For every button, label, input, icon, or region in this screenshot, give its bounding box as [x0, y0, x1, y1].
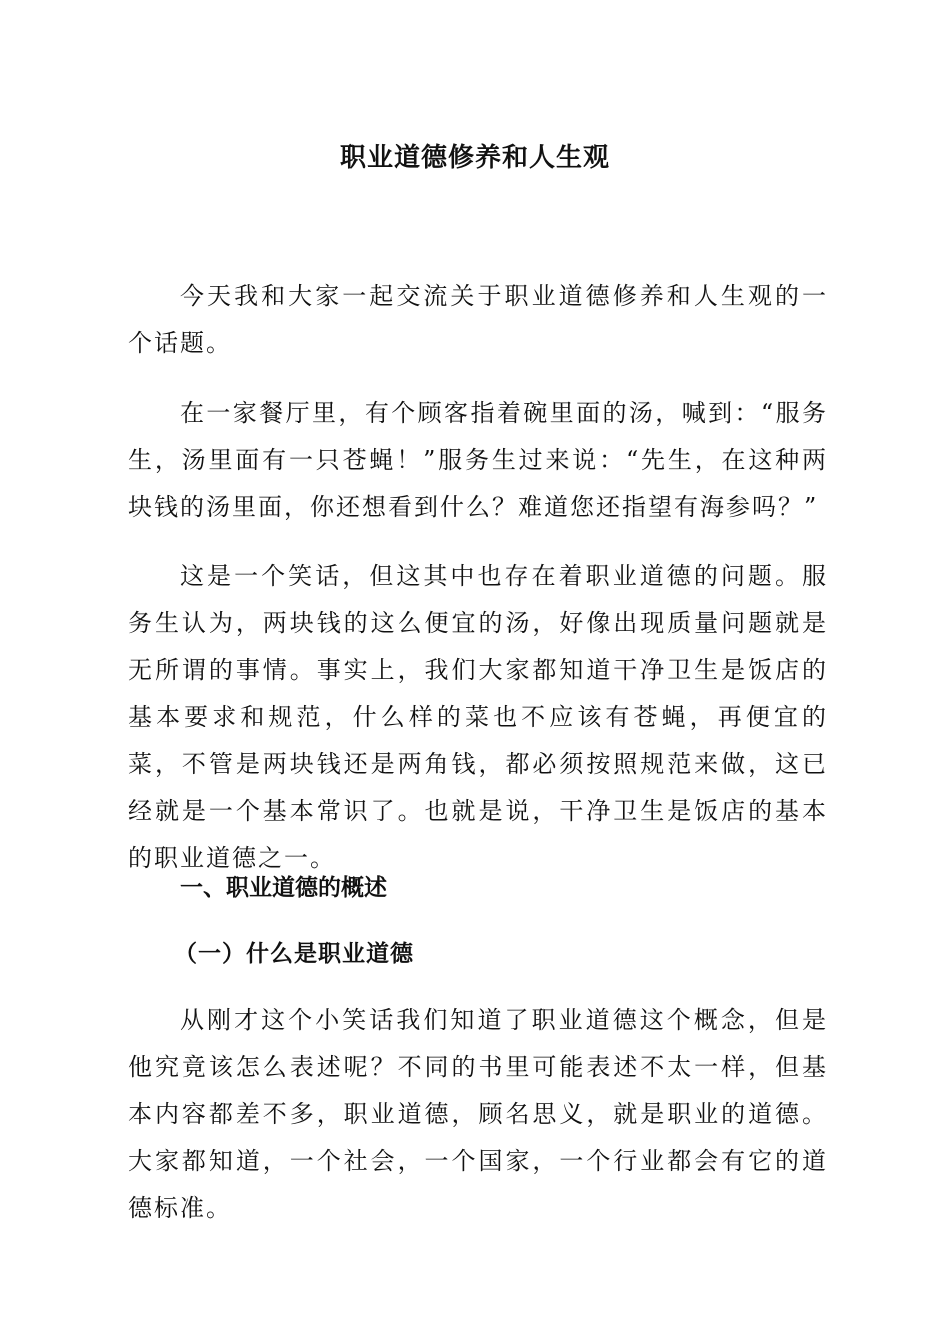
section-heading: 一、职业道德的概述: [180, 875, 387, 901]
paragraph-intro: 今天我和大家一起交流关于职业道德修养和人生观的一个话题。: [128, 282, 828, 357]
subsection-heading: （一）什么是职业道德: [174, 941, 414, 967]
paragraph-anecdote: 在一家餐厅里，有个顾客指着碗里面的汤，喊到：“服务生，汤里面有一只苍蝇！”服务生过来说：“先生，在这种两块钱的汤里面，你还想看到什么？难道您还指望有海参吗？”: [128, 399, 828, 521]
paragraph-definition: 从刚才这个小笑话我们知道了职业道德这个概念，但是他究竟该怎么表述呢？不同的书里可能表述不太一样，但基本内容都差不多，职业道德，顾名思义，就是职业的道德。大家都知道，一个社会，一个国家，一个行业都会有它的道德标准。: [128, 1006, 828, 1222]
document-title: 职业道德修养和人生观: [339, 143, 610, 173]
paragraph-commentary: 这是一个笑话，但这其中也存在着职业道德的问题。服务生认为，两块钱的这么便宜的汤，好像出现质量问题就是无所谓的事情。事实上，我们大家都知道干净卫生是饭店的基本要求和规范，什么样的菜也不应该有苍蝇，再便宜的菜，不管是两块钱还是两角钱，都必须按照规范来做，这已经就是一个基本常识了。也就是说，干净卫生是饭店的基本的职业道德之一。: [128, 562, 828, 872]
